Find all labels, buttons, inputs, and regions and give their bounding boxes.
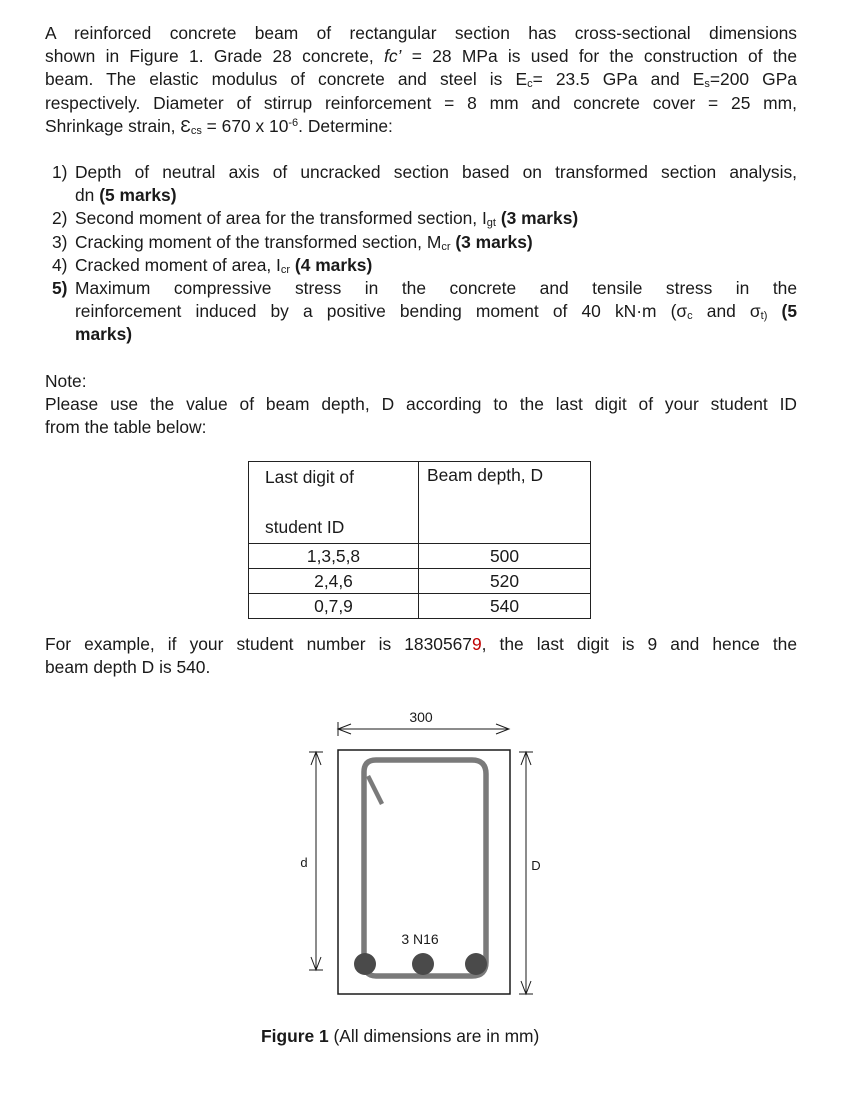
question-list	[52, 161, 797, 347]
intro-line-1: A reinforced concrete beam of rectangular section has cross-sectional dimensions	[45, 23, 797, 43]
note-line-1: Please use the value of beam depth, D according to the last digit of your student ID	[45, 394, 797, 415]
marks-badge: (3 marks)	[500, 208, 579, 229]
table-header-beam-depth: Beam depth, D	[419, 462, 591, 544]
beam-depth-table	[248, 461, 591, 619]
question-2: 2) Second moment of area for the transformed section, $I_{gt}$ (3 marks)	[52, 208, 579, 230]
figure-caption: Figure 1 (All dimensions are in mm)	[261, 1026, 540, 1046]
bars-label: 3 N16	[401, 931, 439, 947]
D-dimension-line	[519, 752, 533, 994]
table-header-row	[249, 462, 591, 544]
note-section	[45, 370, 797, 440]
table-row	[249, 544, 591, 569]
question-3: 3) Cracking moment of the transformed section, $M_{cr}$ (3 marks)	[52, 231, 533, 253]
stirrup-hook	[368, 776, 382, 804]
note-line-2: from the table below:	[45, 417, 207, 438]
note-label: Note:	[45, 371, 87, 391]
table-cell-depth: 520	[419, 569, 591, 594]
table-cell-depth: 500	[419, 544, 591, 569]
D-dimension-label: D	[531, 858, 541, 873]
intro-line-3: beam. The elastic modulus of concrete and steel is $E_c= 23.5$ GPa and $E_s=200$ GPa	[45, 69, 797, 91]
question-4: 4) Cracked moment of area, $I_{cr}$ (4 marks)	[52, 254, 373, 276]
beam-cross-section-figure	[290, 700, 560, 1010]
intro-line-2: shown in Figure 1. Grade 28 concrete, fc’ = 28 MPa is used for the construction of the	[45, 46, 797, 67]
marks-badge: (4 marks)	[294, 254, 373, 275]
intro-line-5: Shrinkage strain, $Ɛ_{cs} = 670$ x $10^{-6}$. Determine:	[45, 115, 393, 137]
rebar	[354, 953, 376, 975]
rebar	[465, 953, 487, 975]
table-row	[249, 569, 591, 594]
marks-badge: (5 marks)	[99, 185, 177, 206]
table-cell-digits: 0,7,9	[249, 594, 419, 619]
table-cell-depth: 540	[419, 594, 591, 619]
highlighted-digit: 9	[471, 634, 482, 654]
question-5: 5) Maximum compressive stress in the concrete and tensile stress in the reinforcement induced by a positive bending moment of 40 kN·m ($\sigma_c$ and $\sigma_{t)}$ (5 marks)	[52, 278, 797, 345]
marks-badge: marks)	[75, 324, 133, 345]
d-dimension-line	[309, 752, 323, 970]
example-text: For example, if your student number is 18305679, the last digit is 9 and hence the beam depth D is 540.	[45, 634, 797, 678]
table-header-student-id: Last digit of student ID	[249, 462, 419, 544]
rebar	[412, 953, 434, 975]
d-dimension-label: d	[300, 855, 308, 870]
width-dimension-label: 300	[409, 709, 433, 725]
table-cell-digits: 1,3,5,8	[249, 544, 419, 569]
question-1: 1) Depth of neutral axis of uncracked section based on transformed section analysis, dn (5 marks)	[52, 162, 797, 206]
table-row	[249, 594, 591, 619]
intro-paragraph	[45, 22, 797, 138]
table-cell-digits: 2,4,6	[249, 569, 419, 594]
intro-line-4: respectively. Diameter of stirrup reinforcement = 8 mm and concrete cover = 25 mm,	[45, 92, 797, 113]
marks-badge: (3 marks)	[455, 231, 533, 252]
